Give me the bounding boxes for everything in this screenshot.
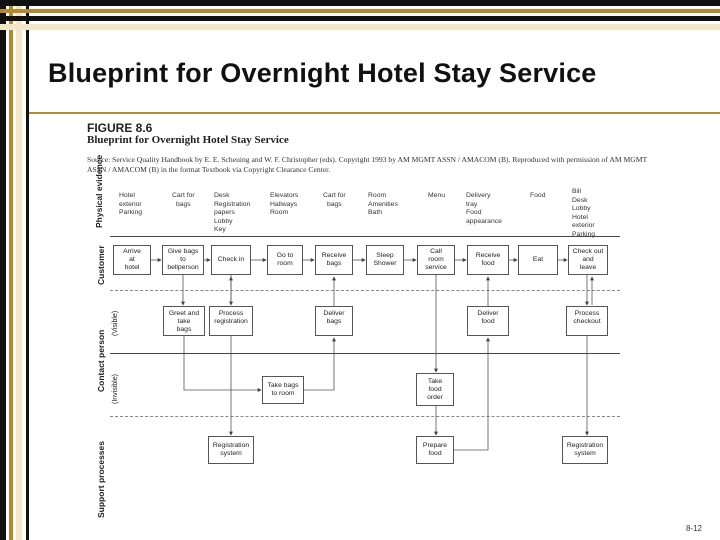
evidence-item: Cart for bags xyxy=(172,192,195,208)
customer-action-box: Go to room xyxy=(267,245,303,275)
lane-support-processes: Support processes xyxy=(96,441,106,518)
visible-action-box: Greet and take bags xyxy=(163,306,205,336)
customer-action-box: Call room service xyxy=(417,245,455,275)
customer-action-box: Sleep Shower xyxy=(366,245,404,275)
figure-source: Source: Service Quality Handbook by E. E. Scheuing and W. F. Christopher (eds). Copyright 1993 by AM MGMT ASSN / AMACOM (B). Reproduced with permission of AM MGMT ASSN / AMACOM (B) in the format Textbook via Copyright Clearance Center. xyxy=(87,155,647,174)
slide-title: Blueprint for Overnight Hotel Stay Service xyxy=(48,58,597,88)
support-action-box: Registration system xyxy=(208,436,254,464)
evidence-item: Room Amenities Bath xyxy=(368,192,398,216)
invisible-action-box: Take bags to room xyxy=(262,376,304,404)
lane-invisible: (Invisible) xyxy=(112,374,119,404)
figure-title: Blueprint for Overnight Hotel Stay Service xyxy=(87,134,289,146)
support-action-box: Registration system xyxy=(562,436,608,464)
support-action-box: Prepare food xyxy=(416,436,454,464)
evidence-item: Bill Desk Lobby Hotel exterior Parking xyxy=(572,188,596,238)
lane-visible: (Visible) xyxy=(112,310,119,336)
evidence-item: Delivery tray Food appearance xyxy=(466,192,502,225)
evidence-item: Menu xyxy=(428,192,446,199)
evidence-item: Cart for bags xyxy=(323,192,346,208)
visible-action-box: Deliver bags xyxy=(315,306,353,336)
figure-label: FIGURE 8.6 xyxy=(87,121,153,135)
customer-action-box: Check out and leave xyxy=(568,245,608,275)
evidence-item: Food xyxy=(530,192,546,199)
evidence-item: Hotel exterior Parking xyxy=(119,192,143,216)
customer-action-box: Receive bags xyxy=(315,245,353,275)
evidence-item: Desk Registration papers Lobby Key xyxy=(214,192,251,233)
customer-action-box: Eat xyxy=(518,245,558,275)
evidence-item: Elevators Hallways Room xyxy=(270,192,299,216)
visible-action-box: Process checkout xyxy=(566,306,608,336)
lane-customer: Customer xyxy=(96,245,106,285)
customer-action-box: Check in xyxy=(211,245,251,275)
lane-contact-person: Contact person xyxy=(96,329,106,392)
invisible-action-box: Take food order xyxy=(416,373,454,406)
customer-action-box: Give bags to bellperson xyxy=(162,245,204,275)
lane-physical-evidence: Physical evidence xyxy=(94,154,104,228)
page-number: 8-12 xyxy=(685,524,702,533)
customer-action-box: Receive food xyxy=(467,245,509,275)
visible-action-box: Deliver food xyxy=(467,306,509,336)
visible-action-box: Process registration xyxy=(209,306,253,336)
customer-action-box: Arrive at hotel xyxy=(113,245,151,275)
